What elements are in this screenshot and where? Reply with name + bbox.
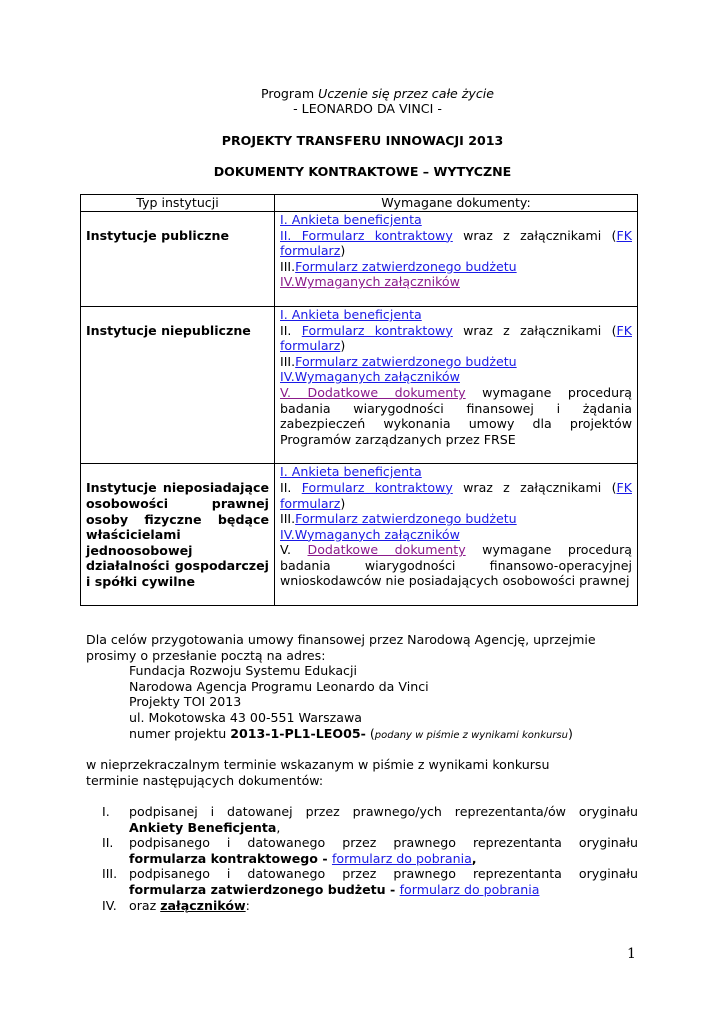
budzet-link[interactable]: Formularz zatwierdzonego budżetu — [295, 258, 517, 274]
table-row — [81, 212, 638, 307]
institution-cell — [81, 212, 275, 307]
documents-cell: I. Ankieta beneficjenta II. Formularz kontraktowy wraz z załącznikami (FK formularz) III.Formularz zatwierdzonego budżetu IV.Wymaganych załączników V. Dodatkowe dokumenty wymagane procedurą badania wiarygodności finansowo-operacyjnej wnioskodawców nie posiadających osobowości prawnej — [275, 464, 638, 606]
zalaczniki-link[interactable]: IV.Wymaganych załączników — [280, 526, 460, 542]
institution-label: Instytucje nieposiadające osobowości prawnej osoby fizyczne będące właścicielami jednoosobowej działalności gospodarczej i spółki cywilne — [86, 480, 269, 589]
ankieta-link[interactable]: I. Ankieta beneficjenta — [280, 212, 422, 227]
col-header-institution: Typ instytucji — [81, 195, 275, 212]
program-subtitle: - LEONARDO DA VINCI - — [293, 101, 442, 116]
budzet-link[interactable]: Formularz zatwierdzonego budżetu — [295, 353, 517, 369]
ankieta-link[interactable]: I. Ankieta beneficjenta — [280, 464, 422, 480]
documents-cell: I. Ankieta beneficjenta II. Formularz kontraktowy wraz z załącznikami (FK formularz) III.Formularz zatwierdzonego budżetu IV.Wymaganych załączników — [275, 212, 638, 307]
list-item: III. podpisanego i datowanego przez prawnego reprezentanta oryginału formularza zatwierdzonego budżetu - formularz do pobrania — [102, 866, 638, 897]
documents-table — [80, 194, 638, 606]
zalaczniki-link[interactable]: IV.Wymaganych załączników — [280, 369, 460, 385]
budzet-download-link[interactable]: formularz do pobrania — [399, 881, 540, 897]
formularz-download-link[interactable]: formularz do pobrania — [331, 850, 472, 866]
zalaczniki-link[interactable]: IV.Wymaganych załączników — [280, 274, 460, 290]
table-row — [81, 306, 638, 463]
address-line-4: ul. Mokotowska 43 00-551 Warszawa — [129, 710, 362, 725]
formularz-kontraktowy-link[interactable]: II. Formularz kontraktowy — [280, 227, 453, 243]
institution-cell — [81, 464, 275, 606]
table-row — [81, 464, 638, 606]
ankieta-link[interactable]: I. Ankieta beneficjenta — [280, 306, 422, 322]
page-number: 1 — [627, 946, 636, 962]
dodatkowe-dokumenty-link[interactable]: V. Dodatkowe dokumenty — [280, 384, 466, 400]
fk-formularz-link[interactable]: FK formularz — [280, 227, 632, 259]
project-number: numer projektu 2013-1-PL1-LEO05- (podany w piśmie z wynikami konkursu) — [129, 726, 573, 741]
institution-cell — [81, 306, 275, 463]
documents-heading: DOKUMENTY KONTRAKTOWE – WYTYCZNE — [213, 164, 512, 179]
documents-list — [86, 804, 638, 913]
deadline-paragraph: w nieprzekraczalnym terminie wskazanym w piśmie z wynikami konkursu terminie następujących dokumentów: — [86, 757, 550, 788]
fk-formularz-link[interactable]: FK formularz — [280, 479, 632, 511]
col-header-documents: Wymagane dokumenty: — [275, 195, 638, 212]
formularz-kontraktowy-link[interactable]: Formularz kontraktowy — [301, 322, 453, 338]
list-item: I. podpisanej i datowanej przez prawnego/ych reprezentanta/ów oryginału Ankiety Beneficjenta, — [102, 804, 638, 835]
fk-formularz-link[interactable]: FK formularz — [280, 322, 632, 354]
table-header-row — [81, 195, 638, 212]
intro-paragraph: Dla celów przygotowania umowy finansowej przez Narodową Agencję, uprzejmie prosimy o przesłanie pocztą na adres: — [86, 632, 596, 663]
budzet-link[interactable]: Formularz zatwierdzonego budżetu — [295, 511, 517, 527]
institution-label: Instytucje publiczne — [86, 228, 230, 243]
program-title: Program Uczenie się przez całe życie — [260, 86, 495, 101]
address-line-3: Projekty TOI 2013 — [129, 694, 242, 709]
documents-cell: I. Ankieta beneficjenta II. Formularz kontraktowy wraz z załącznikami (FK formularz) III.Formularz zatwierdzonego budżetu IV.Wymaganych załączników V. Dodatkowe dokumenty wymagane procedurą badania wiarygodności finansowej i żądania zabezpieczeń wykonania umowy dla projektów Programów zarządzanych przez FRSE — [275, 306, 638, 463]
address-line-2: Narodowa Agencja Programu Leonardo da Vinci — [129, 679, 429, 694]
projects-heading: PROJEKTY TRANSFERU INNOWACJI 2013 — [221, 133, 504, 148]
institution-label: Instytucje niepubliczne — [86, 322, 251, 338]
list-item: IV. oraz załączników: — [102, 897, 250, 913]
address-line-1: Fundacja Rozwoju Systemu Edukacji — [129, 663, 357, 678]
formularz-kontraktowy-link[interactable]: Formularz kontraktowy — [301, 479, 453, 495]
dodatkowe-dokumenty-link[interactable]: Dodatkowe dokumenty — [307, 542, 466, 558]
list-item: II. podpisanego i datowanego przez prawnego reprezentanta oryginału formularza kontraktowego - formularz do pobrania, — [102, 835, 638, 866]
